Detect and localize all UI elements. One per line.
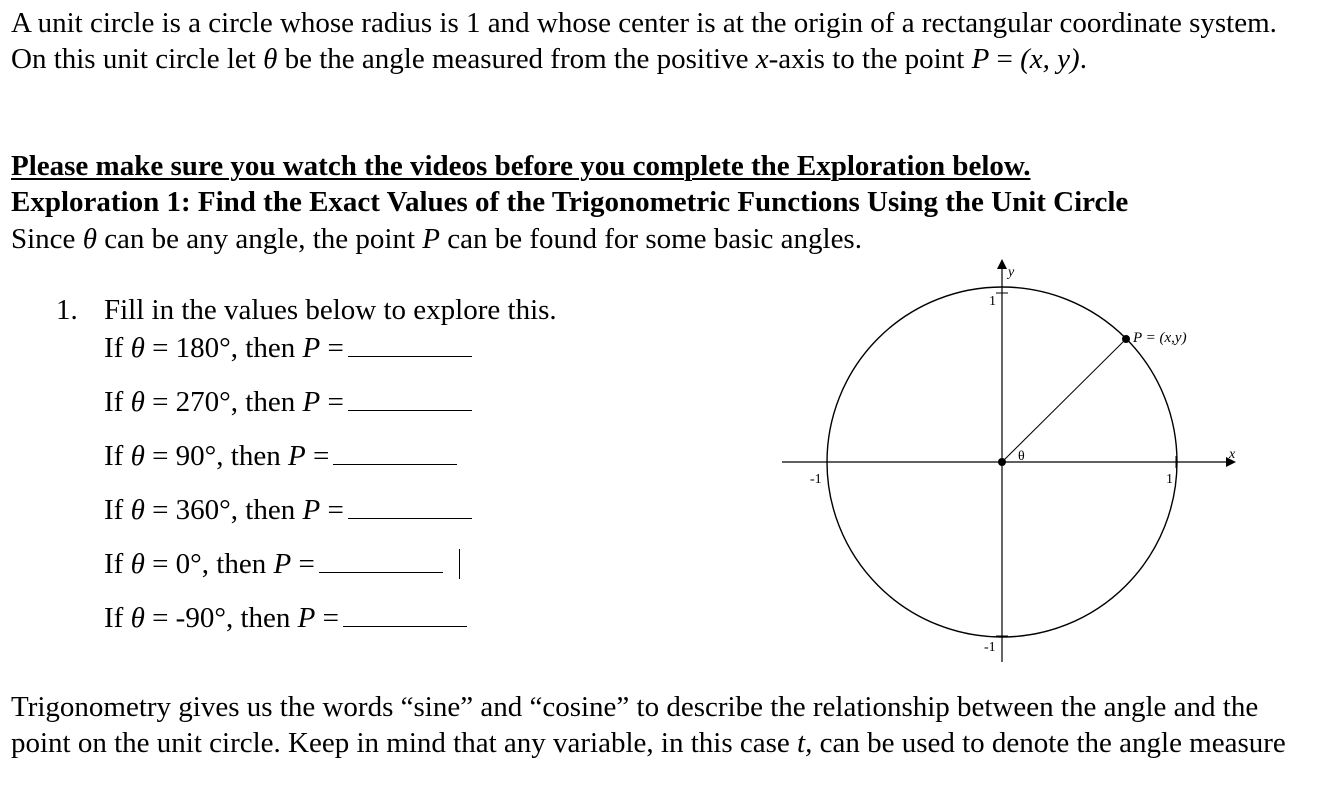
top-tick-label: 1	[989, 294, 996, 309]
point-p	[1122, 335, 1130, 343]
y-axis-arrow-icon	[997, 259, 1007, 269]
question-row: If θ = 270°, then P =	[104, 382, 472, 420]
question-lead: Fill in the values below to explore this.	[104, 294, 557, 326]
video-notice: Please make sure you watch the videos before you complete the Exploration below.	[11, 150, 1031, 182]
question-row: If θ = 180°, then P =	[104, 328, 472, 366]
origin-point	[998, 458, 1006, 466]
since-paragraph: Since θ can be any angle, the point P can be found for some basic angles.	[11, 223, 862, 255]
exploration-title: Exploration 1: Find the Exact Values of the Trigonometric Functions Using the Unit Circle	[11, 186, 1129, 218]
theta-symbol: θ	[263, 43, 278, 75]
question-number: 1.	[56, 294, 78, 326]
right-tick-label: 1	[1166, 472, 1173, 487]
question-row: If θ = 0°, then P =	[104, 544, 460, 582]
bottom-tick-label: -1	[984, 640, 996, 655]
closing-paragraph: Trigonometry gives us the words “sine” and “cosine” to describe the relationship between the angle and the point on the unit circle. Keep in mind that any variable, in this case t, can be used to denote the angle measure	[11, 691, 1286, 759]
x-axis-label: x	[1229, 447, 1236, 462]
point-p-label: P = (x,y)	[1133, 330, 1187, 346]
intro-paragraph: A unit circle is a circle whose radius is 1 and whose center is at the origin of a rectangular coordinate system. On this unit circle let θ be the angle measured from the positive x-axis to the point P = (x, y).	[11, 7, 1277, 75]
radius-line	[1002, 339, 1126, 462]
y-axis-label: y	[1008, 265, 1015, 280]
question-row: If θ = 90°, then P =	[104, 436, 457, 474]
left-tick-label: -1	[810, 472, 822, 487]
theta-angle-label: θ	[1018, 449, 1025, 464]
question-row: If θ = -90°, then P =	[104, 598, 467, 636]
question-row: If θ = 360°, then P =	[104, 490, 472, 528]
